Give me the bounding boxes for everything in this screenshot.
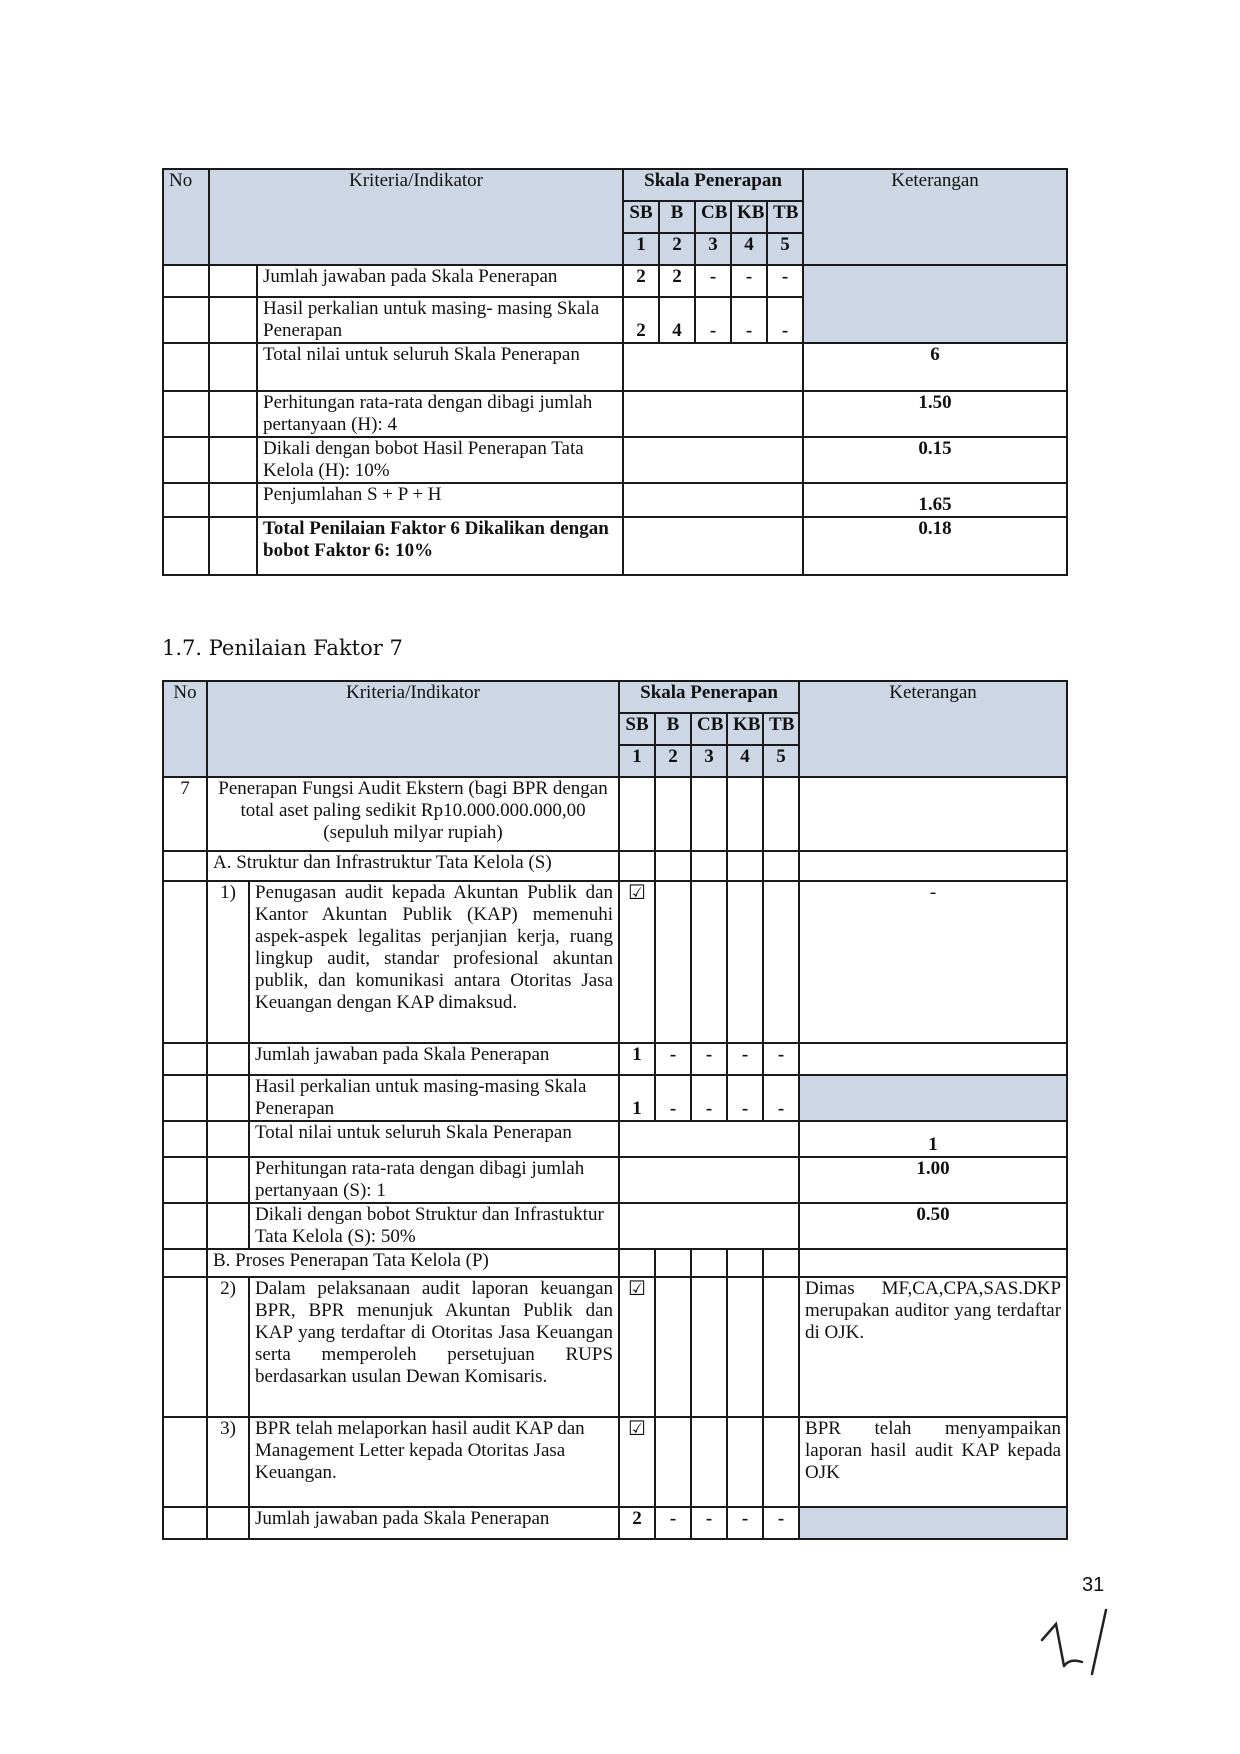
bobot-label: Dikali dengan bobot Struktur dan Infrastuktur Tata Kelola (S): 50% <box>249 1203 619 1249</box>
table-row <box>163 1075 1067 1121</box>
jumlah-value: 2 <box>619 1507 655 1539</box>
table-row <box>163 517 1067 575</box>
jumlah-value: 1 <box>619 1043 655 1075</box>
hasil-value: - <box>695 297 731 343</box>
jumlah-value: - <box>727 1043 763 1075</box>
item-text: Penugasan audit kepada Akuntan Publik dan Kantor Akuntan Publik (KAP) memenuhi aspek-aspek legalitas perjanjian kerja, ruang lingkup audit, standar profesional akuntan publik, dan komunikasi antara Otoritas Jasa Keuangan dengan KAP dimaksud. <box>249 881 619 1043</box>
jumlah-label: Jumlah jawaban pada Skala Penerapan <box>257 265 623 297</box>
header-skala: Skala Penerapan <box>619 681 799 713</box>
hasil-value: - <box>767 297 803 343</box>
item-text: Dalam pelaksanaan audit laporan keuangan BPR, BPR menunjuk Akuntan Publik dan KAP yang terdaftar di Otoritas Jasa Keuangan serta memperoleh persetujuan RUPS berdasarkan usulan Dewan Komisaris. <box>249 1277 619 1417</box>
hasil-value: - <box>691 1075 727 1121</box>
faktor-6-table <box>162 168 1068 576</box>
factor-number: 7 <box>163 777 207 851</box>
table-row <box>163 881 1067 1043</box>
section-row <box>163 1249 1067 1277</box>
jumlah-value: - <box>655 1507 691 1539</box>
total-label: Total nilai untuk seluruh Skala Penerapan <box>249 1121 619 1157</box>
jumlah-value: - <box>691 1507 727 1539</box>
checkbox-checked-icon: ☑ <box>619 1417 655 1507</box>
total-label: Total nilai untuk seluruh Skala Penerapan <box>257 343 623 391</box>
header-no: No <box>163 169 209 265</box>
checkbox-checked-icon: ☑ <box>619 1277 655 1417</box>
table-row <box>163 1121 1067 1157</box>
rata-value: 1.00 <box>799 1157 1067 1203</box>
jumlah-label: Jumlah jawaban pada Skala Penerapan <box>249 1507 619 1539</box>
table-row <box>163 343 1067 391</box>
shaded-cell <box>799 1507 1067 1539</box>
scale-label-sb: SB <box>623 201 659 233</box>
shaded-cell <box>799 1075 1067 1121</box>
table-row <box>163 1043 1067 1075</box>
factor-title: Penerapan Fungsi Audit Ekstern (bagi BPR dengan total aset paling sedikit Rp10.000.000.000,00 (sepuluh milyar rupiah) <box>207 777 619 851</box>
item-number: 3) <box>207 1417 249 1507</box>
total-faktor-value: 0.18 <box>803 517 1067 575</box>
section-row <box>163 851 1067 881</box>
bobot-value: 0.15 <box>803 437 1067 483</box>
hasil-label: Hasil perkalian untuk masing-masing Skala Penerapan <box>249 1075 619 1121</box>
table-row <box>163 483 1067 517</box>
header-kriteria: Kriteria/Indikator <box>209 169 623 265</box>
jumlah-value: - <box>727 1507 763 1539</box>
jumlah-value: 2 <box>659 265 695 297</box>
shaded-cell <box>803 265 1067 343</box>
hasil-label: Hasil perkalian untuk masing- masing Skala Penerapan <box>257 297 623 343</box>
header-no: No <box>163 681 207 777</box>
jumlah-value: - <box>763 1043 799 1075</box>
item-number: 1) <box>207 881 249 1043</box>
jumlah-value: - <box>655 1043 691 1075</box>
total-value: 6 <box>803 343 1067 391</box>
scale-number-5: 5 <box>767 233 803 265</box>
scale-label-tb: TB <box>767 201 803 233</box>
total-value: 1 <box>799 1121 1067 1157</box>
table-row <box>163 1203 1067 1249</box>
section-b-label: B. Proses Penerapan Tata Kelola (P) <box>207 1249 619 1277</box>
table-row <box>163 437 1067 483</box>
item-number: 2) <box>207 1277 249 1417</box>
section-a-label: A. Struktur dan Infrastruktur Tata Kelola (S) <box>207 851 619 881</box>
scale-number-3: 3 <box>695 233 731 265</box>
hasil-value: - <box>763 1075 799 1121</box>
scale-number-2: 2 <box>655 745 691 777</box>
scale-label-kb: KB <box>731 201 767 233</box>
table-row <box>163 265 1067 297</box>
header-skala: Skala Penerapan <box>623 169 803 201</box>
item-keterangan: Dimas MF,CA,CPA,SAS.DKP merupakan auditor yang terdaftar di OJK. <box>799 1277 1067 1417</box>
hasil-value: 1 <box>619 1075 655 1121</box>
penjumlahan-value: 1.65 <box>803 483 1067 517</box>
scale-label-b: B <box>659 201 695 233</box>
checkbox-checked-icon: ☑ <box>619 881 655 1043</box>
jumlah-label: Jumlah jawaban pada Skala Penerapan <box>249 1043 619 1075</box>
section-title: 1.7. Penilaian Faktor 7 <box>162 636 403 660</box>
item-text: BPR telah melaporkan hasil audit KAP dan Management Letter kepada Otoritas Jasa Keuangan. <box>249 1417 619 1507</box>
hasil-value: - <box>731 297 767 343</box>
table-row <box>163 1277 1067 1417</box>
hasil-value: 2 <box>623 297 659 343</box>
scale-number-5: 5 <box>763 745 799 777</box>
header-keterangan: Keterangan <box>799 681 1067 777</box>
rata-value: 1.50 <box>803 391 1067 437</box>
item-keterangan: - <box>799 881 1067 1043</box>
scale-number-4: 4 <box>727 745 763 777</box>
factor-row <box>163 777 1067 851</box>
table-row <box>163 1157 1067 1203</box>
header-kriteria: Kriteria/Indikator <box>207 681 619 777</box>
jumlah-value: 2 <box>623 265 659 297</box>
jumlah-value: - <box>767 265 803 297</box>
scale-number-2: 2 <box>659 233 695 265</box>
scale-label-cb: CB <box>695 201 731 233</box>
table-row <box>163 1507 1067 1539</box>
table-row <box>163 1417 1067 1507</box>
header-keterangan: Keterangan <box>803 169 1067 265</box>
jumlah-value: - <box>731 265 767 297</box>
scale-number-3: 3 <box>691 745 727 777</box>
rata-label: Perhitungan rata-rata dengan dibagi jumlah pertanyaan (H): 4 <box>257 391 623 437</box>
scale-label-sb: SB <box>619 713 655 745</box>
item-keterangan: BPR telah menyampaikan laporan hasil audit KAP kepada OJK <box>799 1417 1067 1507</box>
hasil-value: 4 <box>659 297 695 343</box>
page-number: 31 <box>1082 1574 1105 1596</box>
jumlah-value: - <box>691 1043 727 1075</box>
scale-label-b: B <box>655 713 691 745</box>
scale-label-cb: CB <box>691 713 727 745</box>
hasil-value: - <box>655 1075 691 1121</box>
bobot-value: 0.50 <box>799 1203 1067 1249</box>
hasil-value: - <box>727 1075 763 1121</box>
scale-number-4: 4 <box>731 233 767 265</box>
penjumlahan-label: Penjumlahan S + P + H <box>257 483 623 517</box>
scale-label-kb: KB <box>727 713 763 745</box>
handwritten-initials <box>1036 1600 1126 1680</box>
total-faktor-label: Total Penilaian Faktor 6 Dikalikan dengan bobot Faktor 6: 10% <box>257 517 623 575</box>
jumlah-value: - <box>763 1507 799 1539</box>
bobot-label: Dikali dengan bobot Hasil Penerapan Tata Kelola (H): 10% <box>257 437 623 483</box>
scale-number-1: 1 <box>623 233 659 265</box>
table-row <box>163 391 1067 437</box>
scale-number-1: 1 <box>619 745 655 777</box>
rata-label: Perhitungan rata-rata dengan dibagi jumlah pertanyaan (S): 1 <box>249 1157 619 1203</box>
scale-label-tb: TB <box>763 713 799 745</box>
faktor-7-table <box>162 680 1068 1540</box>
jumlah-value: - <box>695 265 731 297</box>
